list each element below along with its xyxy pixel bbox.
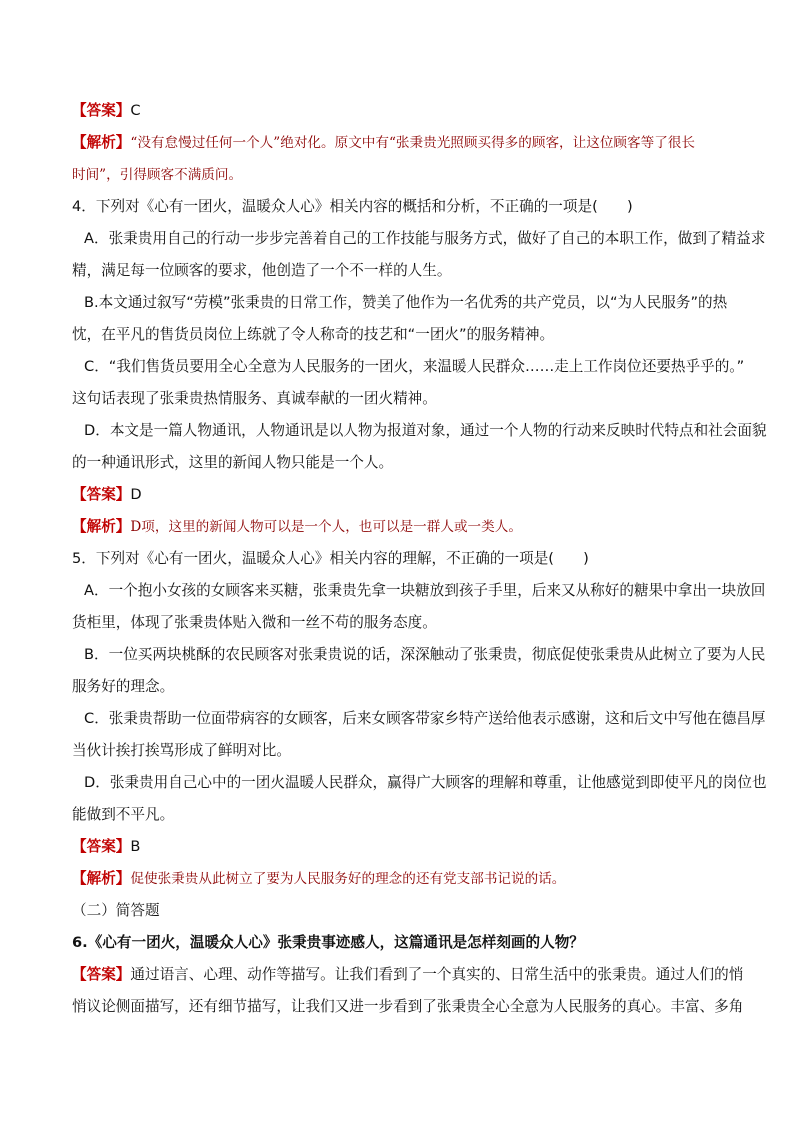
section-heading: （二）简答题 (72, 902, 160, 919)
option-d-q5: D．张秉贵用自己心中的一团火温暖人民群众，赢得广大顾客的理解和尊重，让他感觉到即使平凡的岗位也 (84, 774, 767, 791)
analysis-text-cont: 时间”，引得顾客不满质问。 (72, 167, 243, 183)
option-d-q4-cont: 的一种通讯形式，这里的新闻人物只能是一个人。 (72, 454, 394, 471)
answer-value: B (130, 838, 141, 855)
analysis-text: 促使张秉贵从此树立了要为人民服务好的理念的还有党支部书记说的话。 (130, 871, 566, 887)
answer-label: 【答案】 (72, 838, 131, 855)
option-a-q5: A．一个抱小女孩的女顾客来买糖，张秉贵先拿一块糖放到孩子手里，后来又从称好的糖果中拿出一块放回 (84, 582, 766, 599)
question-stem-q4: 4．下列对《心有一团火，温暖众人心》相关内容的概括和分析，不正确的一项是( ) (72, 198, 633, 215)
answer-line-q3 (72, 101, 732, 121)
question-stem-q6: 6.《心有一团火，温暖众人心》张秉贵事迹感人，这篇通讯是怎样刻画的人物？ (72, 934, 584, 951)
answer-value: C (130, 102, 141, 119)
option-a-q5-cont: 货柜里，体现了张秉贵体贴入微和一丝不苟的服务态度。 (72, 614, 437, 631)
option-d-q5-cont: 能做到不平凡。 (72, 806, 175, 823)
option-c-q4: C．“我们售货员要用全心全意为人民服务的一团火，来温暖人民群众……走上工作岗位还要热乎乎的。” (84, 358, 745, 375)
answer-line-q5 (72, 837, 732, 857)
question-stem-q5: 5．下列对《心有一团火，温暖众人心》相关内容的理解，不正确的一项是( ) (72, 550, 589, 567)
option-b-q4: B.本文通过叙写“劳模”张秉贵的日常工作，赞美了他作为一名优秀的共产党员，以“为人民服务”的热 (84, 294, 728, 311)
option-d-q4: D．本文是一篇人物通讯，人物通讯是以人物为报道对象，通过一个人物的行动来反映时代特点和社会面貌 (84, 422, 767, 439)
analysis-text: “没有怠慢过任何一个人”绝对化。原文中有“张秉贵光照顾买得多的顾客，让这位顾客等了很长 (130, 135, 695, 151)
analysis-line-q4 (72, 517, 732, 537)
answer-value: D (130, 486, 142, 503)
answer-line-q6 (72, 965, 744, 985)
answer-label: 【答案】 (72, 486, 131, 503)
option-b-q4-cont: 忱，在平凡的售货员岗位上练就了令人称奇的技艺和“一团火”的服务精神。 (72, 326, 555, 343)
analysis-line-q3 (72, 133, 732, 153)
option-c-q5: C．张秉贵帮助一位面带病容的女顾客，后来女顾客带家乡特产送给他表示感谢，这和后文中写他在德昌厚 (84, 710, 766, 727)
answer-label: 【答案】 (72, 102, 131, 119)
option-c-q5-cont: 当伙计挨打挨骂形成了鲜明对比。 (72, 742, 291, 759)
answer-text: 通过语言、心理、动作等描写。让我们看到了一个真实的、日常生活中的张秉贵。通过人们的悄 (130, 966, 744, 983)
answer-text-cont: 悄议论侧面描写，还有细节描写，让我们又进一步看到了张秉贵全心全意为人民服务的真心。丰富、多角 (72, 998, 744, 1015)
option-a-q4: A．张秉贵用自己的行动一步步完善着自己的工作技能与服务方式，做好了自己的本职工作，做到了精益求 (84, 230, 766, 247)
analysis-text: D项，这里的新闻人物可以是一个人，也可以是一群人或一类人。 (130, 519, 522, 535)
analysis-label: 【解析】 (72, 870, 131, 887)
option-a-q4-cont: 精，满足每一位顾客的要求，他创造了一个不一样的人生。 (72, 262, 452, 279)
analysis-label: 【解析】 (72, 518, 131, 535)
answer-line-q4 (72, 485, 732, 505)
analysis-line-q5 (72, 869, 732, 889)
analysis-label: 【解析】 (72, 134, 131, 151)
option-b-q5: B．一位买两块桃酥的农民顾客对张秉贵说的话，深深触动了张秉贵，彻底促使张秉贵从此树立了要为人民 (84, 646, 766, 663)
option-c-q4-cont: 这句话表现了张秉贵热情服务、真诚奉献的一团火精神。 (72, 390, 437, 407)
option-b-q5-cont: 服务好的理念。 (72, 678, 175, 695)
answer-label: 【答案】 (72, 966, 131, 983)
